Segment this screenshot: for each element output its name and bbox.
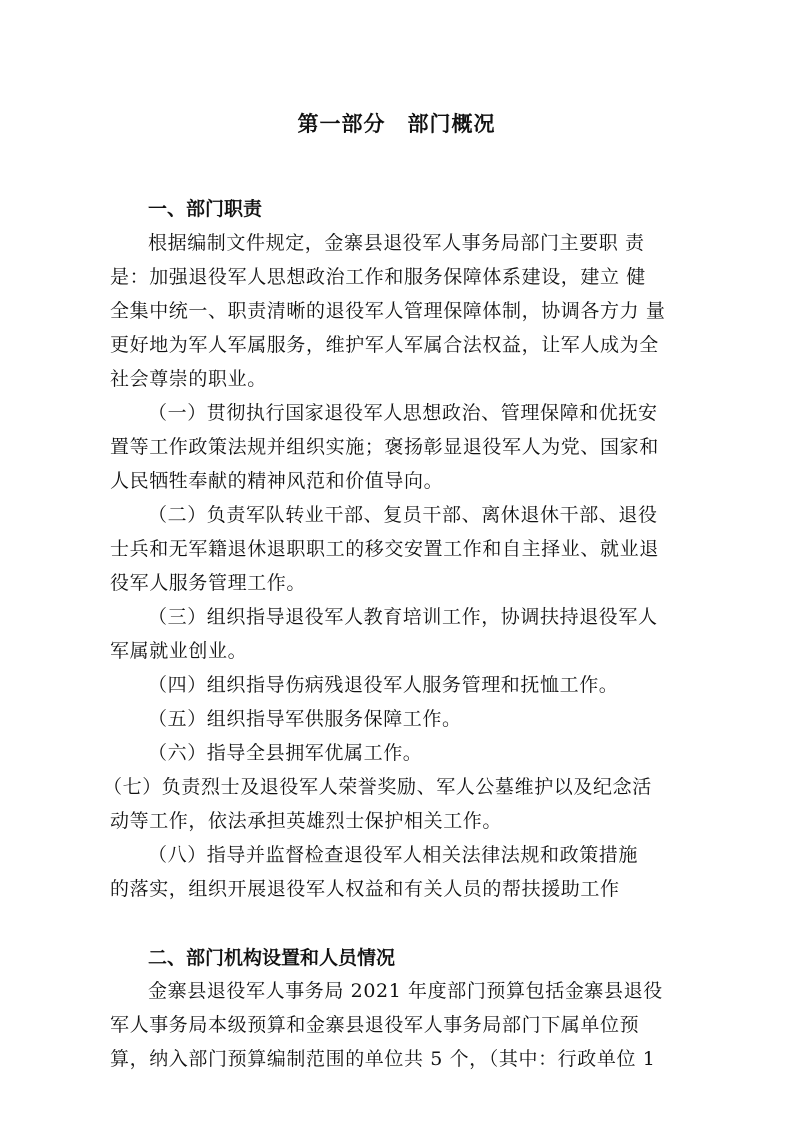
paragraph-line: （四）组织指导伤病残退役军人服务管理和抚恤工作。	[148, 674, 619, 696]
section-heading-duties: 一、部门职责	[148, 198, 263, 220]
paragraph-line: （五）组织指导军供服务保障工作。	[148, 708, 462, 730]
paragraph-line: 金寨县退役军人事务局 2021 年度部门预算包括金寨县退役	[148, 980, 663, 1002]
paragraph-line: 置等工作政策法规并组织实施；褒扬彰显退役军人为党、国家和	[110, 436, 659, 458]
paragraph-line: （三）组织指导退役军人教育培训工作，协调扶持退役军人	[148, 606, 658, 628]
paragraph-line: 军属就业创业。	[110, 640, 248, 662]
paragraph-line: 人民牺牲奉献的精神风范和价值导向。	[110, 470, 444, 492]
paragraph-line: （六）指导全县拥军优属工作。	[148, 742, 423, 764]
paragraph-line: 军人事务局本级预算和金寨县退役军人事务局部门下属单位预	[110, 1014, 640, 1036]
page-title: 第一部分 部门概况	[297, 112, 496, 136]
paragraph-line: （二）负责军队转业干部、复员干部、离休退休干部、退役	[148, 504, 658, 526]
paragraph-line: 根据编制文件规定，金寨县退役军人事务局部门主要职 责	[148, 232, 645, 254]
paragraph-line: 的落实，组织开展退役军人权益和有关人员的帮扶援助工作	[110, 878, 620, 900]
paragraph-line: 动等工作，依法承担英雄烈士保护相关工作。	[110, 810, 503, 832]
section-heading-organization: 二、部门机构设置和人员情况	[148, 947, 396, 969]
paragraph-line: （一）贯彻执行国家退役军人思想政治、管理保障和优抚安	[148, 402, 658, 424]
paragraph-line: 全集中统一、职责清晰的退役军人管理保障体制，协调各方力 量	[110, 300, 666, 322]
paragraph-line: （七）负责烈士及退役军人荣誉奖励、军人公墓维护以及纪念活	[103, 776, 652, 798]
paragraph-line: 社会尊崇的职业。	[110, 368, 267, 390]
paragraph-line: 算，纳入部门预算编制范围的单位共 5 个，（其中：行政单位 1	[110, 1048, 656, 1070]
paragraph-line: 是：加强退役军人思想政治工作和服务保障体系建设，建立 健	[110, 266, 646, 288]
paragraph-line: 役军人服务管理工作。	[110, 572, 307, 594]
paragraph-line: 士兵和无军籍退休退职职工的移交安置工作和自主择业、就业退	[110, 538, 659, 560]
paragraph-line: 更好地为军人军属服务，维护军人军属合法权益，让军人成为全	[110, 334, 659, 356]
paragraph-line: （八）指导并监督检查退役军人相关法律法规和政策措施	[148, 844, 639, 866]
